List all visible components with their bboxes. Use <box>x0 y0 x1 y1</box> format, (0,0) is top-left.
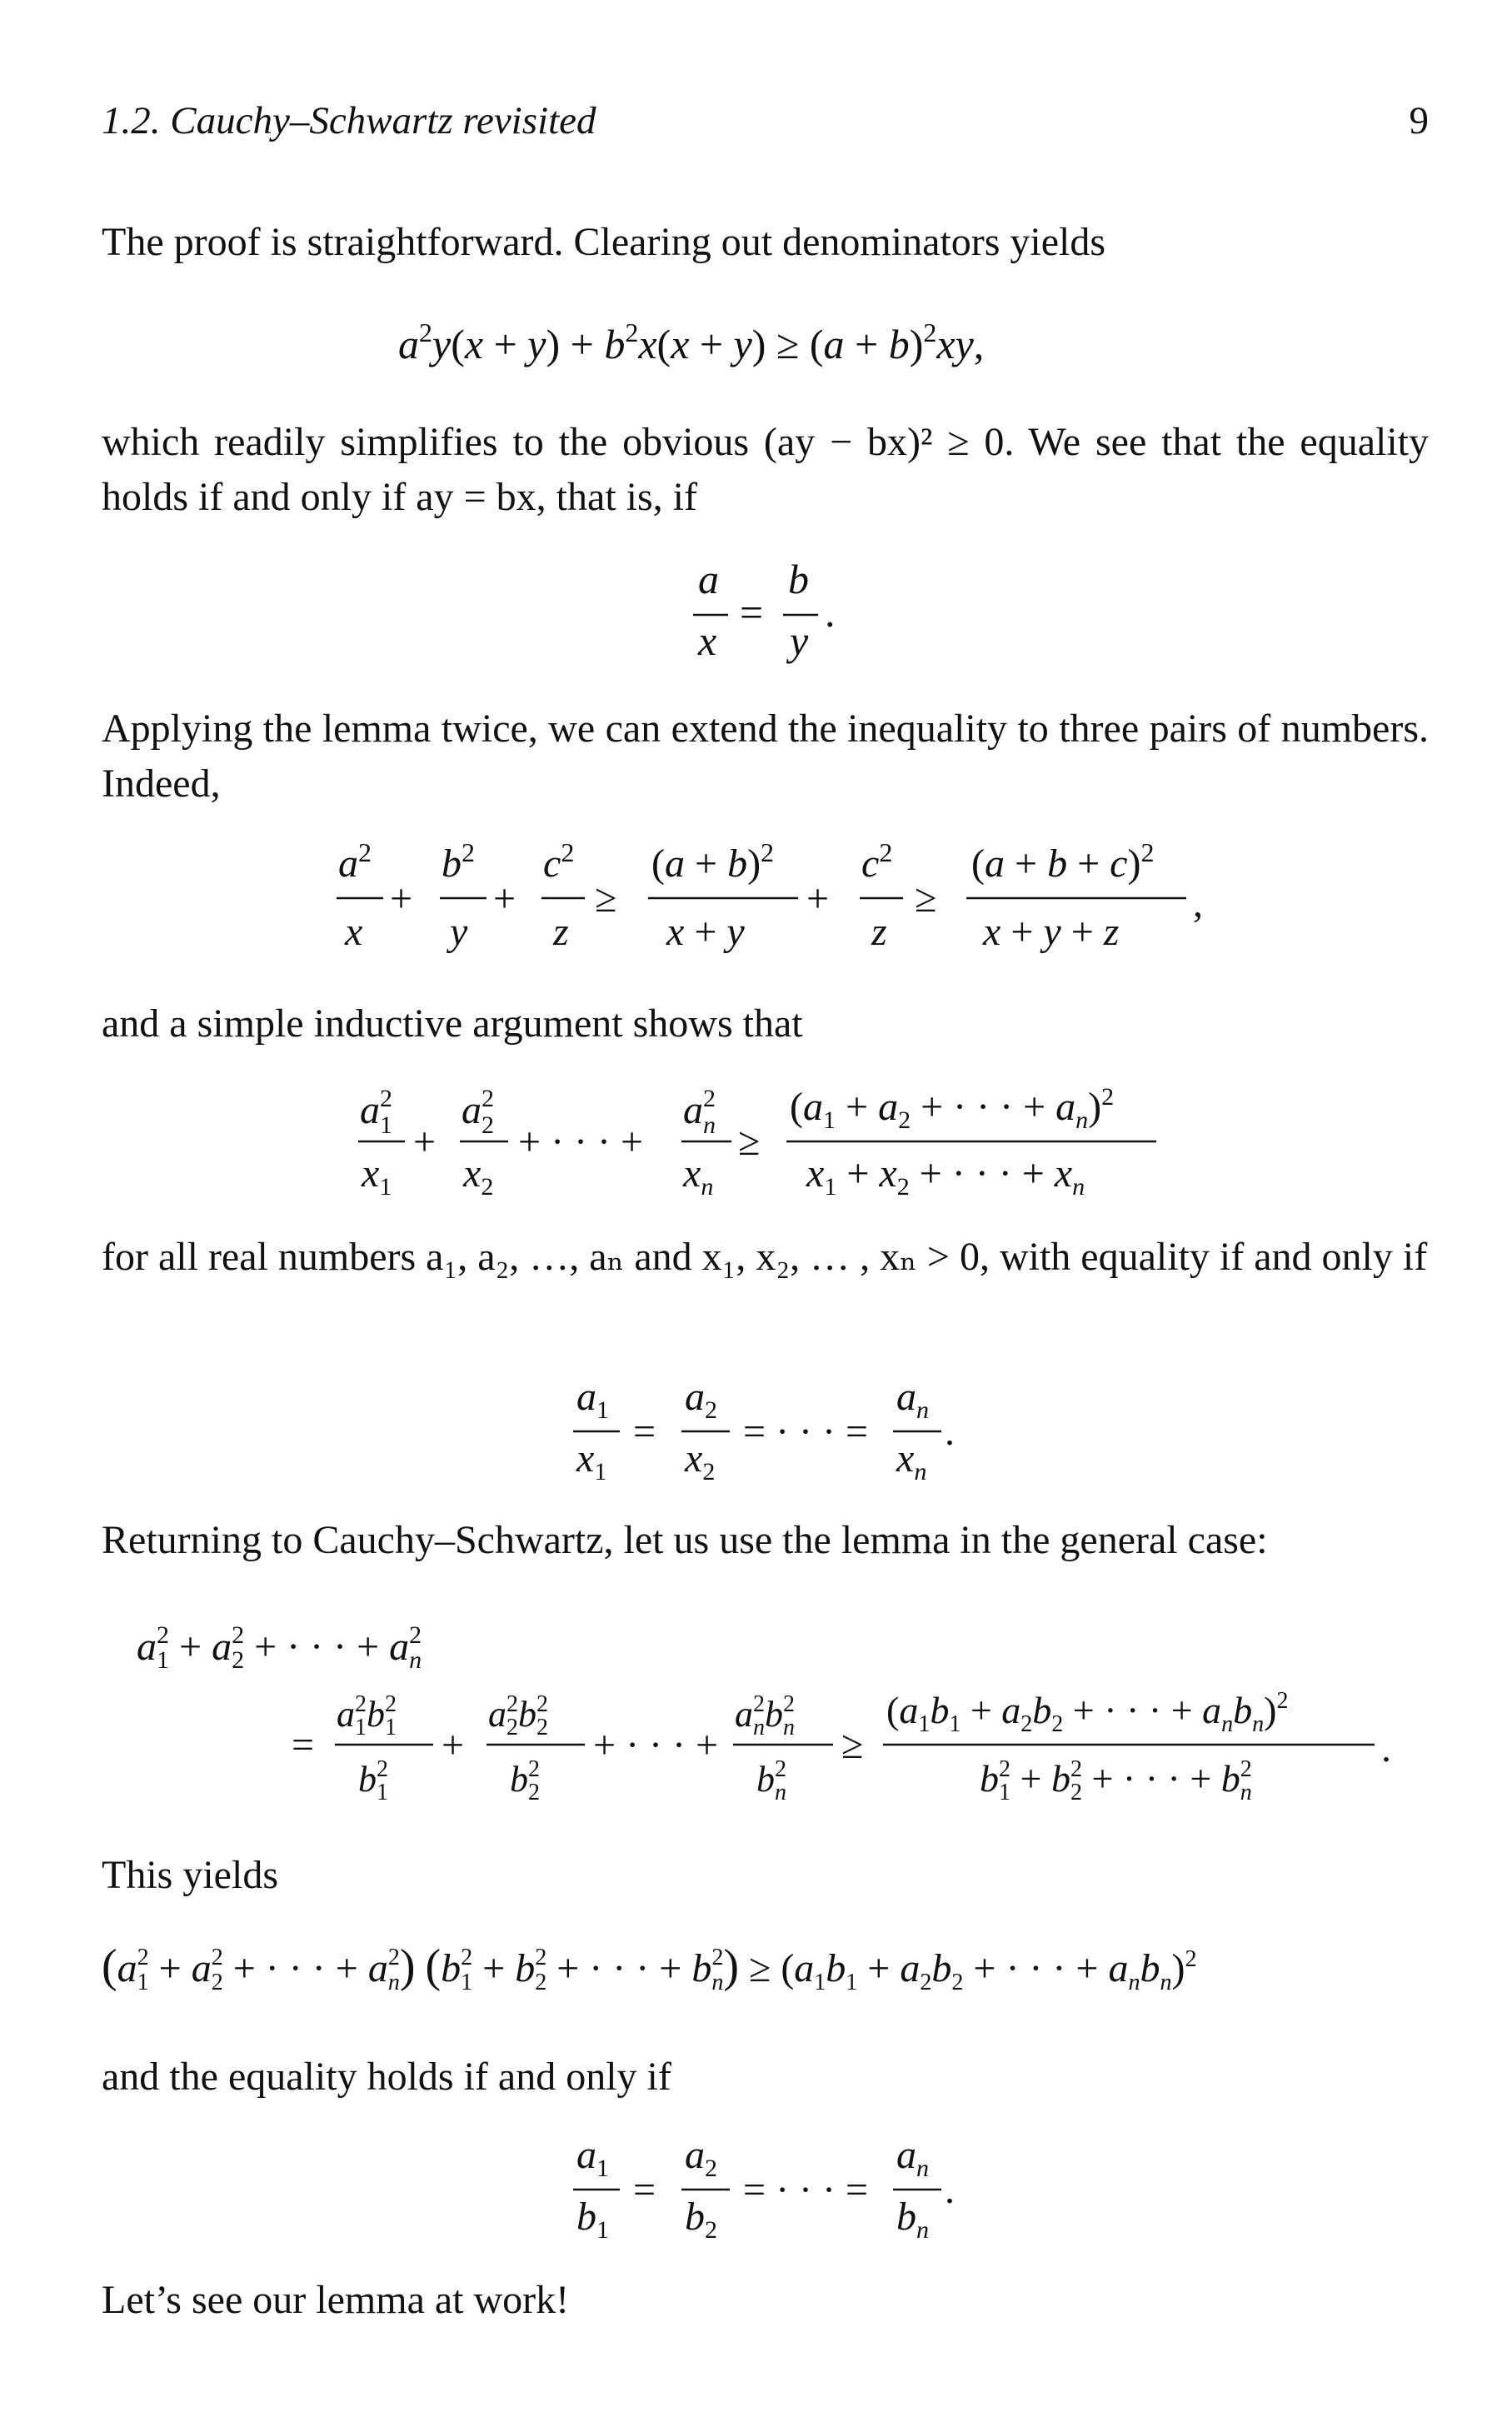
svg-text:an2bn2: $a_n2b_n2$ <box>735 1691 795 1740</box>
svg-text:.: . <box>1381 1726 1391 1770</box>
svg-text:x + y: x + y <box>666 910 745 954</box>
svg-text:a2: $a_2$ <box>685 2133 717 2182</box>
svg-text:=: = <box>740 589 764 636</box>
paragraph-real-numbers: for all real numbers a₁, a₂, …, aₙ and x₁, x₂, … , xₙ > 0, with equality if and only if <box>102 1235 1428 1279</box>
equation-cauchy-schwartz <box>0 1931 1512 2006</box>
paragraph-three-pairs: Applying the lemma twice, we can extend the inequality to three pairs of numbers. Indeed, <box>102 707 1429 806</box>
svg-text:a1: $a_1$ <box>576 1375 609 1424</box>
svg-text:=: = <box>633 2168 656 2212</box>
svg-text:=: = <box>292 1723 315 1767</box>
paragraph-proof-intro: The proof is straightforward. Clearing out denominators yields <box>102 220 1106 264</box>
paragraph-return-cauchy: Returning to Cauchy–Schwartz, let us use the lemma in the general case: <box>102 1518 1268 1562</box>
svg-text:(a + b)2: $(a + b)^2$ <box>651 837 775 886</box>
svg-text:a22: $a_22$ <box>462 1085 494 1139</box>
svg-text:(a1 + a2 + · · · + an)2: ($a_1 + a_2$ + · · · + $a_n)^2$ <box>790 1083 1115 1134</box>
svg-text:y: y <box>450 910 468 954</box>
equation-cleared-denominators <box>0 315 1512 382</box>
svg-text:b: b <box>788 556 809 602</box>
svg-text:(a + b + c)2: $(a + b + c)^2$ <box>971 837 1155 886</box>
equation-general-lemma <box>0 1080 1512 1205</box>
svg-text:an: $a_n$ <box>896 2133 929 2182</box>
svg-text:b2: $b_2$ <box>685 2195 717 2244</box>
svg-text:≥: ≥ <box>738 1120 761 1164</box>
svg-text:x2: $x_2$ <box>685 1436 716 1486</box>
page-header <box>102 98 1429 148</box>
svg-text:an: $a_n$ <box>896 1375 929 1424</box>
svg-text:+ · · · +: + · · · + <box>593 1723 719 1767</box>
svg-text:+: + <box>806 876 830 921</box>
svg-text:a12 + a22 + · · · + an2: $a_12 + a_22$ + · · · + $a_n2$ <box>137 1621 422 1674</box>
equation-three-pairs <box>0 836 1512 961</box>
svg-text:+ · · · +: + · · · + <box>518 1120 644 1164</box>
svg-text:a2: $a_2$ <box>685 1375 717 1424</box>
paragraph-this-yields: This yields <box>102 1853 278 1897</box>
svg-text:b22: $b_22$ <box>510 1756 540 1805</box>
svg-text:≥: ≥ <box>841 1723 864 1767</box>
svg-text:c2: $c^2$ <box>543 837 575 886</box>
equation-equality-condition-x <box>0 1373 1512 1490</box>
equation-equality-condition-b <box>0 2131 1512 2248</box>
paragraph-equality-holds: and the equality holds if and only if <box>102 2055 671 2099</box>
svg-text:x: x <box>345 910 363 954</box>
svg-text:z: z <box>553 910 569 954</box>
paragraph-simplification: which readily simplifies to the obvious (ay − bx)² ≥ 0. We see that the equality holds if and only if ay = bx, that is, if <box>102 420 1429 519</box>
svg-text:a2: $a^2$ <box>338 837 372 886</box>
svg-text:+: + <box>493 876 516 921</box>
svg-text:bn: $b_n$ <box>896 2195 929 2244</box>
svg-text:a12b12: $a_12b_12$ <box>337 1691 397 1740</box>
svg-text:b2: $b^2$ <box>442 837 475 886</box>
running-title: 1.2. Cauchy–Schwartz revisited <box>102 99 596 142</box>
svg-text:= · · · =: = · · · = <box>743 2168 869 2212</box>
svg-text:y: y <box>790 617 809 664</box>
equation-ratio-equality-two <box>0 557 1512 673</box>
paragraph-inductive: and a simple inductive argument shows that <box>102 1001 803 1046</box>
svg-text:x2: $x_2$ <box>463 1151 494 1201</box>
svg-text:a2y(x + y) + b2x(x + y) ≥ (a +: $a^2y(x + y) + b^2x(x + y) \ge (a + b)^2xy$, <box>398 317 985 367</box>
svg-text:(a1b1 + a2b2 + · · · + anbn)2: ($a_1b_1 + a_2b_2$ + · · · + $a_nb_n)^2$ <box>886 1688 1289 1737</box>
svg-text:bn2: $b_n2$ <box>756 1756 786 1805</box>
svg-text:.: . <box>945 1410 955 1454</box>
svg-text:(a12 + a22 + · · · + an2) (b12: ($a_12 + a_22$ + · · · + $a_n2$) ($b_12 + b_22$ + · · · + $b_n2) \ge (a_1b_1 + a_2b_2$ + · · · + $a_nb_n)^2$ <box>102 1940 1197 1995</box>
svg-text:≥: ≥ <box>595 876 617 921</box>
svg-text:.: . <box>945 2168 955 2212</box>
svg-text:a12: $a_12$ <box>360 1085 392 1139</box>
svg-text:x1: $x_1$ <box>362 1151 392 1201</box>
svg-text:.: . <box>825 589 836 636</box>
svg-text:x1: $x_1$ <box>576 1436 607 1486</box>
svg-text:x1 + x2 + · · · + xn: $x_1 + x_2$ + · · · + $x_n$ <box>806 1151 1085 1201</box>
svg-text:≥: ≥ <box>915 876 937 921</box>
svg-text:x: x <box>698 617 717 664</box>
svg-text:x + y + z: x + y + z <box>983 910 1120 954</box>
svg-text:,: , <box>1193 881 1203 926</box>
page-number: 9 <box>1409 99 1429 142</box>
svg-text:+: + <box>413 1120 437 1164</box>
svg-text:z: z <box>871 910 887 954</box>
svg-text:+: + <box>442 1723 465 1767</box>
svg-text:c2: $c^2$ <box>861 837 893 886</box>
paragraph-lemma-at-work: Let’s see our lemma at work! <box>102 2278 570 2322</box>
svg-text:a: a <box>698 556 719 602</box>
svg-text:b12 + b22 + · · · + bn2: $b_12 + b_22$ + · · · + $b_n2$ <box>980 1756 1252 1805</box>
svg-text:a1: $a_1$ <box>576 2133 609 2182</box>
svg-text:= · · · =: = · · · = <box>743 1410 869 1454</box>
svg-text:xn: $x_n$ <box>683 1151 714 1201</box>
svg-text:+: + <box>390 876 413 921</box>
svg-text:a22b22: $a_22b_22$ <box>488 1691 548 1740</box>
equation-general-case-line2 <box>0 1680 1512 1805</box>
svg-text:an2: $a_n2$ <box>683 1085 716 1139</box>
svg-text:b1: $b_1$ <box>576 2195 609 2244</box>
svg-text:=: = <box>633 1410 656 1454</box>
svg-text:xn: $x_n$ <box>896 1436 927 1486</box>
svg-text:b12: $b_12$ <box>358 1756 388 1805</box>
